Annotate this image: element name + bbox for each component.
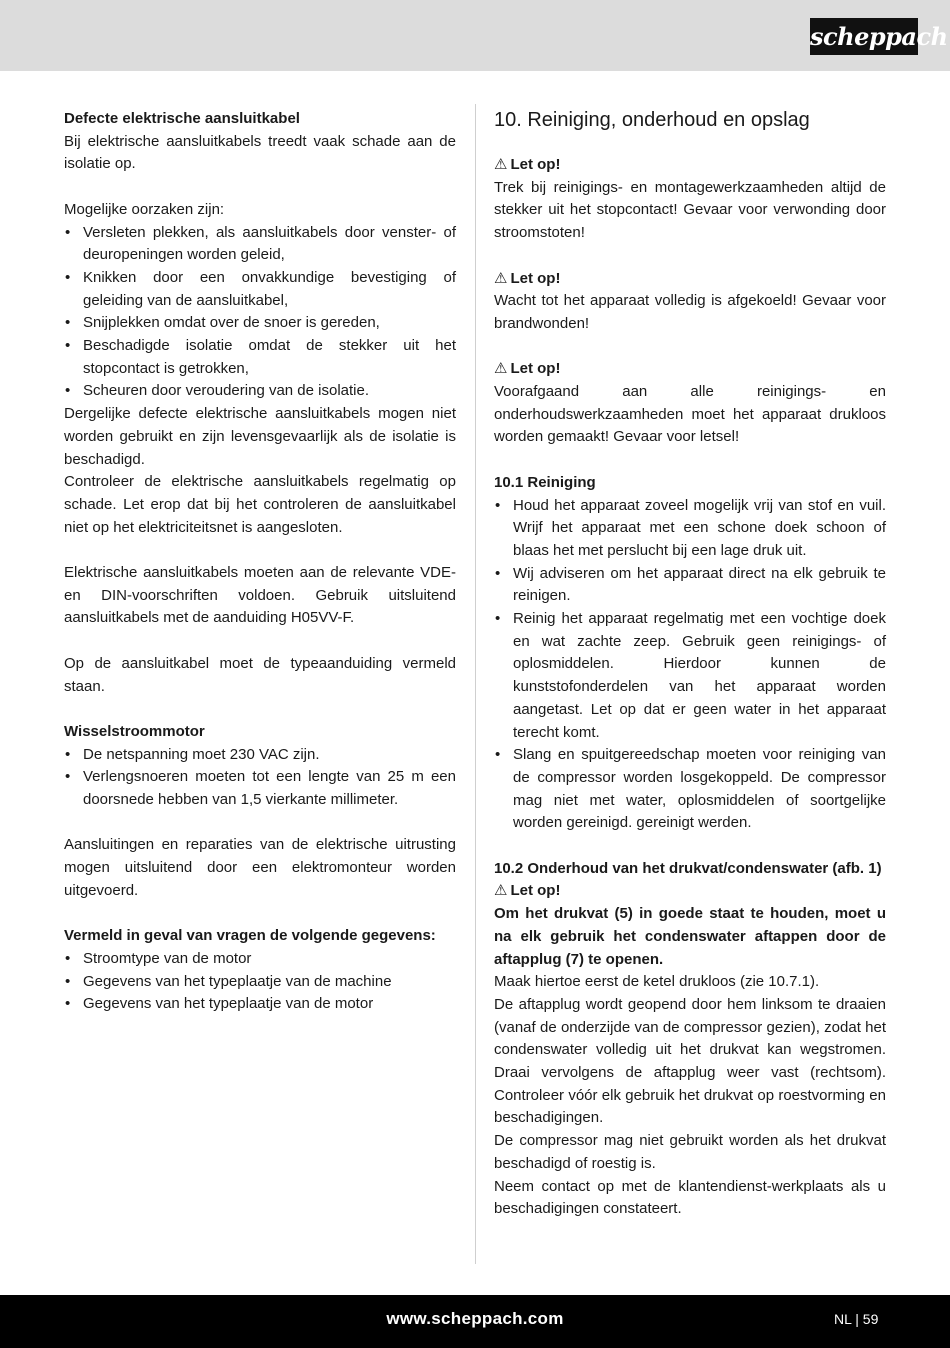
heading-ac-motor: Wisselstroommotor: [64, 722, 205, 740]
warning-heading: ⚠ Let op!: [494, 360, 561, 378]
footer-bar: [0, 1295, 950, 1348]
list-item: • Slang en spuitgereedschap moeten voor reiniging van de compressor worden losgekoppeld. De compressor mag niet met water, oplosmiddelen of soortgelijke worden gereinigd. gereinigt werden.: [494, 744, 886, 835]
warning-text: Wacht tot het apparaat volledig is afgekoeld! Gevaar voor brandwonden!: [494, 292, 886, 332]
brand-logo: scheppach: [810, 18, 918, 55]
list-item: • Wij adviseren om het apparaat direct na elk gebruik te reinigen.: [494, 563, 886, 608]
warning-icon: ⚠: [494, 360, 508, 378]
paragraph: Mogelijke oorzaken zijn:: [64, 200, 225, 218]
paragraph: Neem contact op met de klantendienst-werkplaats als u beschadigingen constateert.: [494, 1177, 886, 1218]
causes-list: [64, 222, 456, 404]
list-item: • Scheuren door veroudering van de isolatie.: [64, 380, 456, 403]
paragraph: Op de aansluitkabel moet de typeaanduiding vermeld staan.: [64, 654, 456, 695]
maintenance-instruction: Om het drukvat (5) in goede staat te houden, moet u na elk gebruik het condenswater aftappen door de aftapplug (7) te openen.: [494, 905, 886, 968]
warning-heading: ⚠ Let op!: [494, 156, 561, 173]
paragraph: Elektrische aansluitkabels moeten aan de relevante VDE- en DIN-voorschriften voldoen. Gebruik uitsluitend aansluitkabels met de aanduiding H05VV-F.: [64, 564, 456, 627]
list-item: • Versleten plekken, als aansluitkabels door venster- of deuropeningen worden geleid,: [64, 222, 456, 267]
section-title: 10. Reiniging, onderhoud en opslag: [494, 109, 810, 131]
header-bar: [0, 0, 950, 71]
left-column: [64, 108, 456, 1016]
heading-cleaning: 10.1 Reiniging: [494, 473, 596, 491]
page-number: NL | 59: [834, 1311, 879, 1327]
cleaning-list: [494, 495, 886, 836]
paragraph: De aftapplug wordt geopend door hem linksom te draaien (vanaf de onderzijde van de compressor gezien), zodat het condenswater volledig uit het drukvat kan wegstromen. Draai vervolgens de aftapplug weer vast (rechtsom). Controleer vóór elk gebruik het drukvat op roestvorming en beschadigingen.: [494, 995, 886, 1127]
column-divider: [475, 104, 476, 1264]
list-item: • Gegevens van het typeplaatje van de motor: [64, 993, 456, 1016]
paragraph: Controleer de elektrische aansluitkabels regelmatig op schade. Let erop dat bij het controleren de aansluitkabel niet op het elektriciteitsnet is aangesloten.: [64, 473, 456, 536]
paragraph: Bij elektrische aansluitkabels treedt vaak schade aan de isolatie op.: [64, 132, 456, 173]
list-item: • Beschadigde isolatie omdat de stekker uit het stopcontact is getrokken,: [64, 335, 456, 380]
heading-questions: Vermeld in geval van vragen de volgende gegevens:: [64, 927, 436, 945]
paragraph: Dergelijke defecte elektrische aansluitkabels mogen niet worden gebruikt en zijn levensgevaarlijk als de isolatie is beschadigd.: [64, 405, 456, 468]
paragraph: Maak hiertoe eerst de ketel drukloos (zie 10.7.1).: [494, 973, 820, 991]
paragraph: Aansluitingen en reparaties van de elektrische uitrusting mogen uitsluitend door een elektromonteur worden uitgevoerd.: [64, 836, 456, 899]
warning-icon: ⚠: [494, 882, 508, 900]
list-item: • Snijplekken omdat over de snoer is gereden,: [64, 312, 456, 335]
list-item: • Reinig het apparaat regelmatig met een vochtige doek en wat zachte zeep. Gebruik geen reinigings- of oplosmiddelen. Hierdoor kunnen de kunststofonderdelen van het apparaat worden aangetast. Let op dat er geen water in het apparaat terecht komt.: [494, 608, 886, 744]
paragraph: De compressor mag niet gebruikt worden als het drukvat beschadigd of roestig is.: [494, 1132, 886, 1172]
warning-text: Trek bij reinigings- en montagewerkzaamheden altijd de stekker uit het stopcontact! Gevaar voor verwonding door stroomstoten!: [494, 178, 886, 242]
list-item: • Knikken door een onvakkundige bevestiging of geleiding van de aansluitkabel,: [64, 267, 456, 312]
right-column: [494, 108, 886, 1221]
motor-list: [64, 744, 456, 812]
warning-text: Voorafgaand aan alle reinigings- en onderhoudswerkzaamheden moet het apparaat drukloos worden gemaakt! Gevaar voor letsel!: [494, 383, 886, 446]
heading-defective-cable: Defecte elektrische aansluitkabel: [64, 110, 300, 127]
list-item: • Stroomtype van de motor: [64, 948, 456, 971]
warning-icon: ⚠: [494, 269, 508, 287]
questions-list: [64, 948, 456, 1016]
heading-maintenance: 10.2 Onderhoud van het drukvat/condenswater (afb. 1): [494, 859, 882, 877]
list-item: • Gegevens van het typeplaatje van de machine: [64, 971, 456, 994]
warning-icon: ⚠: [494, 156, 508, 173]
website-link[interactable]: www.scheppach.com: [386, 1309, 564, 1328]
warning-heading: ⚠ Let op!: [494, 882, 561, 900]
list-item: • De netspanning moet 230 VAC zijn.: [64, 744, 456, 767]
warning-heading: ⚠ Let op!: [494, 269, 561, 287]
list-item: • Houd het apparaat zoveel mogelijk vrij van stof en vuil. Wrijf het apparaat met een schone doek schoon of blaas het met perslucht bij een lage druk uit.: [494, 495, 886, 563]
list-item: • Verlengsnoeren moeten tot een lengte van 25 m een doorsnede hebben van 1,5 vierkante millimeter.: [64, 766, 456, 811]
